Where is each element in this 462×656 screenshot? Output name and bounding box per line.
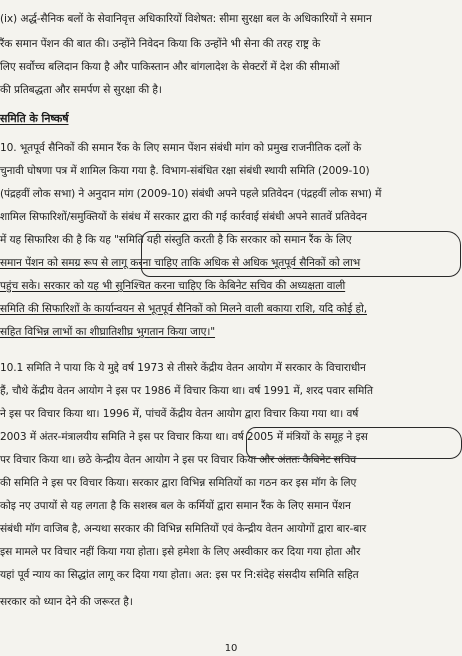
text-line: (ix) अर्द्ध-सैनिक बलों के सेवानिवृत्त अधिकारियों विशेषत: सीमा सुरक्षा बल के अधिकारियों ने समान	[0, 13, 372, 25]
text-line: इस मामले पर विचार नहीं किया गया होता। इसे हमेशा के लिए अस्वीकार कर दिया गया होता और	[0, 546, 361, 558]
text-line: संबंधी मॉग वाजिब है, अन्यथा सरकार की विभिन्न समितियों एवं केन्द्रीय वेतन आयोगों द्वारा बार-बार	[0, 523, 367, 535]
text-line-underlined: सहित विभिन्न लाभों का शीघ्रातिशीघ्र भुगतान किया जाए।"	[0, 326, 216, 338]
text-line: 10.1 समिति ने पाया कि ये मुद्दे वर्ष 1973 से तीसरे केंद्रीय वेतन आयोग में सरकार के विचाराधीन	[0, 362, 366, 374]
text-line: (पंद्रहवीं लोक सभा) ने अनुदान मांग (2009-10) संबंधी अपने पहले प्रतिवेदन (पंद्रहवीं लोक सभा) में	[0, 188, 382, 200]
text-line: लिए सर्वोच्च बलिदान किया है और पाकिस्तान और बांगलादेश के सेक्टरों में देश की सीमाओं	[0, 61, 340, 73]
text-line: रैंक समान पेंशन की बात की। उन्होंने निवेदन किया कि उन्होंने भी सेना की तरह राष्ट्र के	[0, 38, 321, 50]
text-line-underlined: समिति की सिफारिशों के कार्यान्वयन से भूतपूर्व सैनिकों को मिलने वाली बकाया राशि, यदि कोई हो,	[0, 303, 367, 315]
text-line: की प्रतिबद्धता और समर्पण से सुरक्षा की है।	[0, 84, 162, 96]
text-line-underlined: समान पेंशन को समग्र रूप से लागू करना चाहिए ताकि अधिक से अधिक भूतपूर्व सैनिकों को लाभ	[0, 257, 361, 269]
text-line: यहां पूर्व न्याय का सिद्धांत लागू कर दिया गया होता। अत: इस पर नि:संदेह संसदीय समिति सहित	[0, 569, 359, 581]
text-line-underlined: पहुंच सके। सरकार को यह भी सुनिश्चित करना चाहिए कि केबिनेट सचिव की अध्यक्षता वाली	[0, 280, 346, 292]
text-line: 2003 में अंतर-मंत्रालयीय समिति ने इस पर विचार किया था। वर्ष 2005 में मंत्रियों के समूह ने इस	[0, 431, 368, 443]
text-line: 10. भूतपूर्व सैनिकों की समान रैंक के लिए समान पेंशन संबंधी मांग को प्रमुख राजनीतिक दलों के	[0, 142, 362, 154]
section-heading: समिति के निष्कर्ष	[0, 112, 69, 125]
text-line: कोइ नए उपायों से यह लगता है कि सशस्त्र बल के कर्मियों द्वारा समान रैंक के लिए समान पेंशन	[0, 500, 351, 512]
text-line: सरकार को ध्यान देने की जरूरत है।	[0, 596, 133, 608]
text-line: हैं, चौथे केंद्रीय वेतन आयोग ने इस पर 1986 में विचार किया था। वर्ष 1991 में, शरद पवार समिति	[0, 385, 373, 397]
text-line: में यह सिफारिश की है कि यह "समिति यही संस्तुति करती है कि सरकार को समान रैंक के लिए	[0, 234, 352, 246]
text-line: पर विचार किया था। छठे केन्द्रीय वेतन आयोग ने इस पर विचार किया और अंततः कैबिनेट सचिव	[0, 454, 357, 466]
text-line: की समिति ने इस पर विचार किया। सरकार द्वारा विभिन्न समितियों का गठन कर इस मॉग के लिए	[0, 477, 357, 489]
page-number: 10	[224, 643, 238, 654]
text-line: ने इस पर विचार किया था। 1996 में, पांचवें केंद्रीय वेतन आयोग द्वारा विचार किया गया था। वर्ष	[0, 408, 359, 420]
text-line: चुनावी घोषणा पत्र में शामिल किया गया है. विभाग-संबंधित रक्षा संबंधी स्थायी समिति (2009-10)	[0, 165, 370, 177]
text-line: शामिल सिफारिशों/समुक्तियों के संबंध में सरकार द्वारा की गई कार्रवाई संबंधी अपने सातवें प्रतिवेदन	[0, 211, 367, 223]
